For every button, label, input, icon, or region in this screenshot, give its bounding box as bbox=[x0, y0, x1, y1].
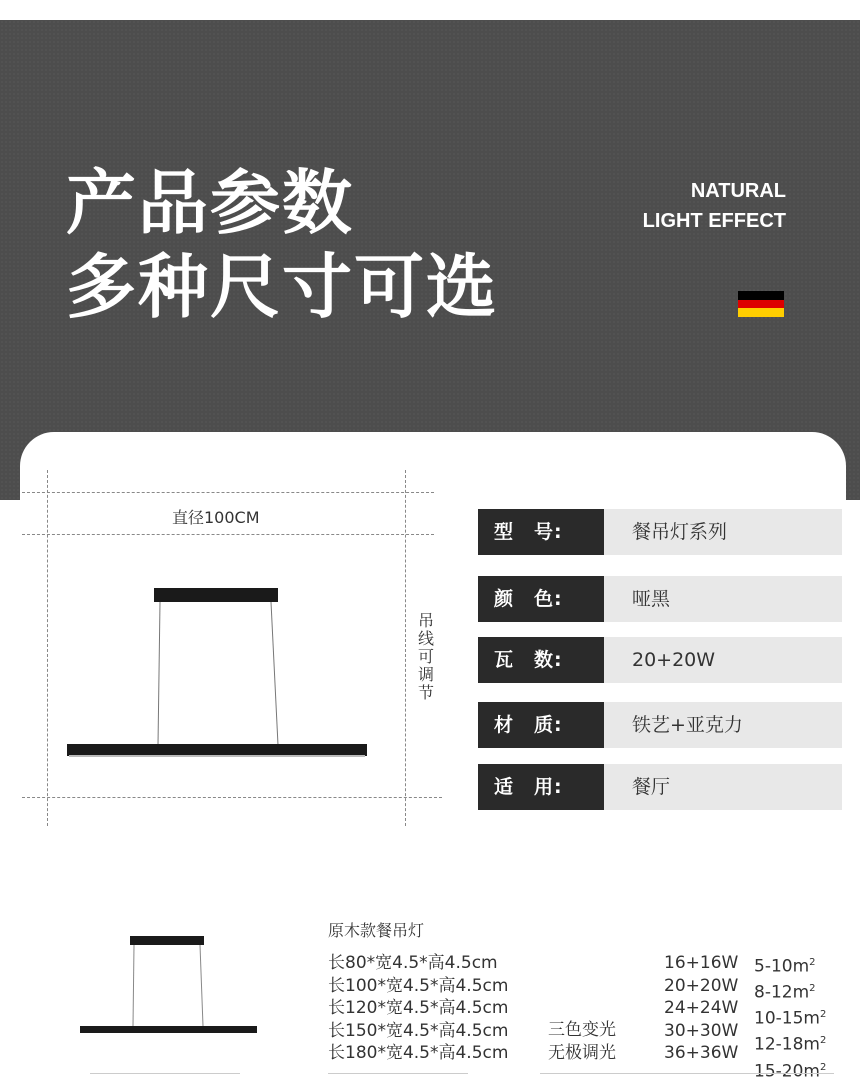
pendant-lamp-illustration bbox=[60, 580, 380, 770]
spec-value: 餐厅 bbox=[604, 764, 842, 810]
hero-tagline bbox=[643, 176, 786, 236]
area-item bbox=[754, 952, 826, 978]
dimension-guide-top bbox=[22, 492, 434, 493]
area-value: 5-10m bbox=[754, 956, 810, 977]
flag-stripe-red bbox=[738, 300, 784, 309]
tagline-line2: LIGHT EFFECT bbox=[642, 210, 786, 232]
area-item bbox=[754, 1004, 826, 1030]
spec-key: 材 质: bbox=[478, 702, 604, 748]
tagline-line1: NATURAL bbox=[690, 180, 786, 202]
diameter-label: 直径100CM bbox=[172, 508, 260, 527]
light-mode-item: 三色变光 bbox=[548, 1020, 616, 1040]
area-value: 12-18m bbox=[754, 1035, 820, 1056]
flag-stripe-gold bbox=[738, 308, 784, 317]
divider bbox=[540, 1073, 834, 1074]
spec-key: 瓦 数: bbox=[478, 637, 604, 683]
area-value: 10-15m bbox=[754, 1008, 820, 1029]
wattage-item: 20+20W bbox=[664, 975, 739, 996]
size-item: 长150*宽4.5*高4.5cm bbox=[328, 1020, 509, 1041]
area-value: 15-20m bbox=[754, 1061, 820, 1082]
germany-flag-icon bbox=[738, 291, 784, 317]
spec-value: 铁艺+亚克力 bbox=[604, 702, 842, 748]
flag-stripe-black bbox=[738, 291, 784, 300]
spec-row-usage bbox=[478, 764, 842, 810]
area-unit: 2 bbox=[809, 957, 816, 968]
small-lamp-cord-right bbox=[200, 945, 203, 1026]
area-value: 8-12m bbox=[754, 982, 810, 1003]
area-unit: 2 bbox=[819, 1061, 827, 1073]
wattage-item: 36+36W bbox=[664, 1043, 739, 1063]
light-mode-list bbox=[548, 1019, 616, 1064]
spec-value: 哑黑 bbox=[604, 576, 842, 622]
lamp-canopy bbox=[154, 588, 278, 602]
lamp-cord-right bbox=[271, 602, 278, 745]
variant-title: 原木款餐吊灯 bbox=[328, 921, 425, 940]
area-item bbox=[754, 978, 826, 1004]
wattage-item: 30+30W bbox=[664, 1020, 739, 1041]
size-list bbox=[328, 952, 508, 1065]
hero-title-line1: 产品参数 bbox=[66, 162, 354, 244]
spec-key: 颜 色: bbox=[478, 576, 604, 622]
size-item: 长100*宽4.5*高4.5cm bbox=[328, 975, 509, 996]
wattage-item: 24+24W bbox=[664, 998, 739, 1018]
size-item: 长120*宽4.5*高4.5cm bbox=[328, 998, 509, 1018]
spec-key: 适 用: bbox=[478, 764, 604, 810]
spec-row-wattage bbox=[478, 637, 842, 683]
spec-row-model bbox=[478, 509, 842, 555]
small-lamp-canopy bbox=[130, 936, 204, 945]
area-item bbox=[754, 1057, 826, 1083]
hero-title-line2: 多种尺寸可选 bbox=[66, 246, 498, 328]
small-lamp-illustration bbox=[78, 930, 263, 1040]
wattage-list bbox=[664, 952, 738, 1065]
small-lamp-cord-left bbox=[133, 945, 134, 1026]
dimension-guide-right bbox=[405, 470, 406, 826]
lamp-bar bbox=[67, 744, 367, 756]
dimension-guide-bottom bbox=[22, 797, 442, 798]
divider bbox=[328, 1073, 468, 1074]
size-item: 长180*宽4.5*高4.5cm bbox=[328, 1043, 509, 1063]
lamp-diffuser bbox=[69, 755, 365, 757]
area-list bbox=[754, 952, 826, 1083]
spec-value: 餐吊灯系列 bbox=[604, 509, 842, 555]
lamp-cord-left bbox=[158, 602, 160, 745]
area-unit: 2 bbox=[809, 983, 816, 995]
small-lamp-bar bbox=[80, 1026, 257, 1033]
size-item: 长80*宽4.5*高4.5cm bbox=[328, 953, 498, 973]
dimension-guide-left bbox=[47, 470, 48, 826]
area-item bbox=[754, 1030, 826, 1056]
wattage-item: 16+16W bbox=[664, 953, 739, 973]
spec-key: 型 号: bbox=[478, 509, 604, 555]
spec-row-color bbox=[478, 576, 842, 622]
light-mode-item: 无极调光 bbox=[548, 1042, 616, 1063]
top-strip bbox=[0, 0, 860, 20]
cord-adjustable-label: 吊线可调节 bbox=[418, 611, 435, 702]
spec-value: 20+20W bbox=[604, 637, 842, 683]
area-unit: 2 bbox=[819, 1035, 827, 1047]
spec-row-material bbox=[478, 702, 842, 748]
area-unit: 2 bbox=[819, 1009, 827, 1021]
dimension-guide-label bbox=[22, 534, 434, 535]
divider bbox=[90, 1073, 240, 1074]
